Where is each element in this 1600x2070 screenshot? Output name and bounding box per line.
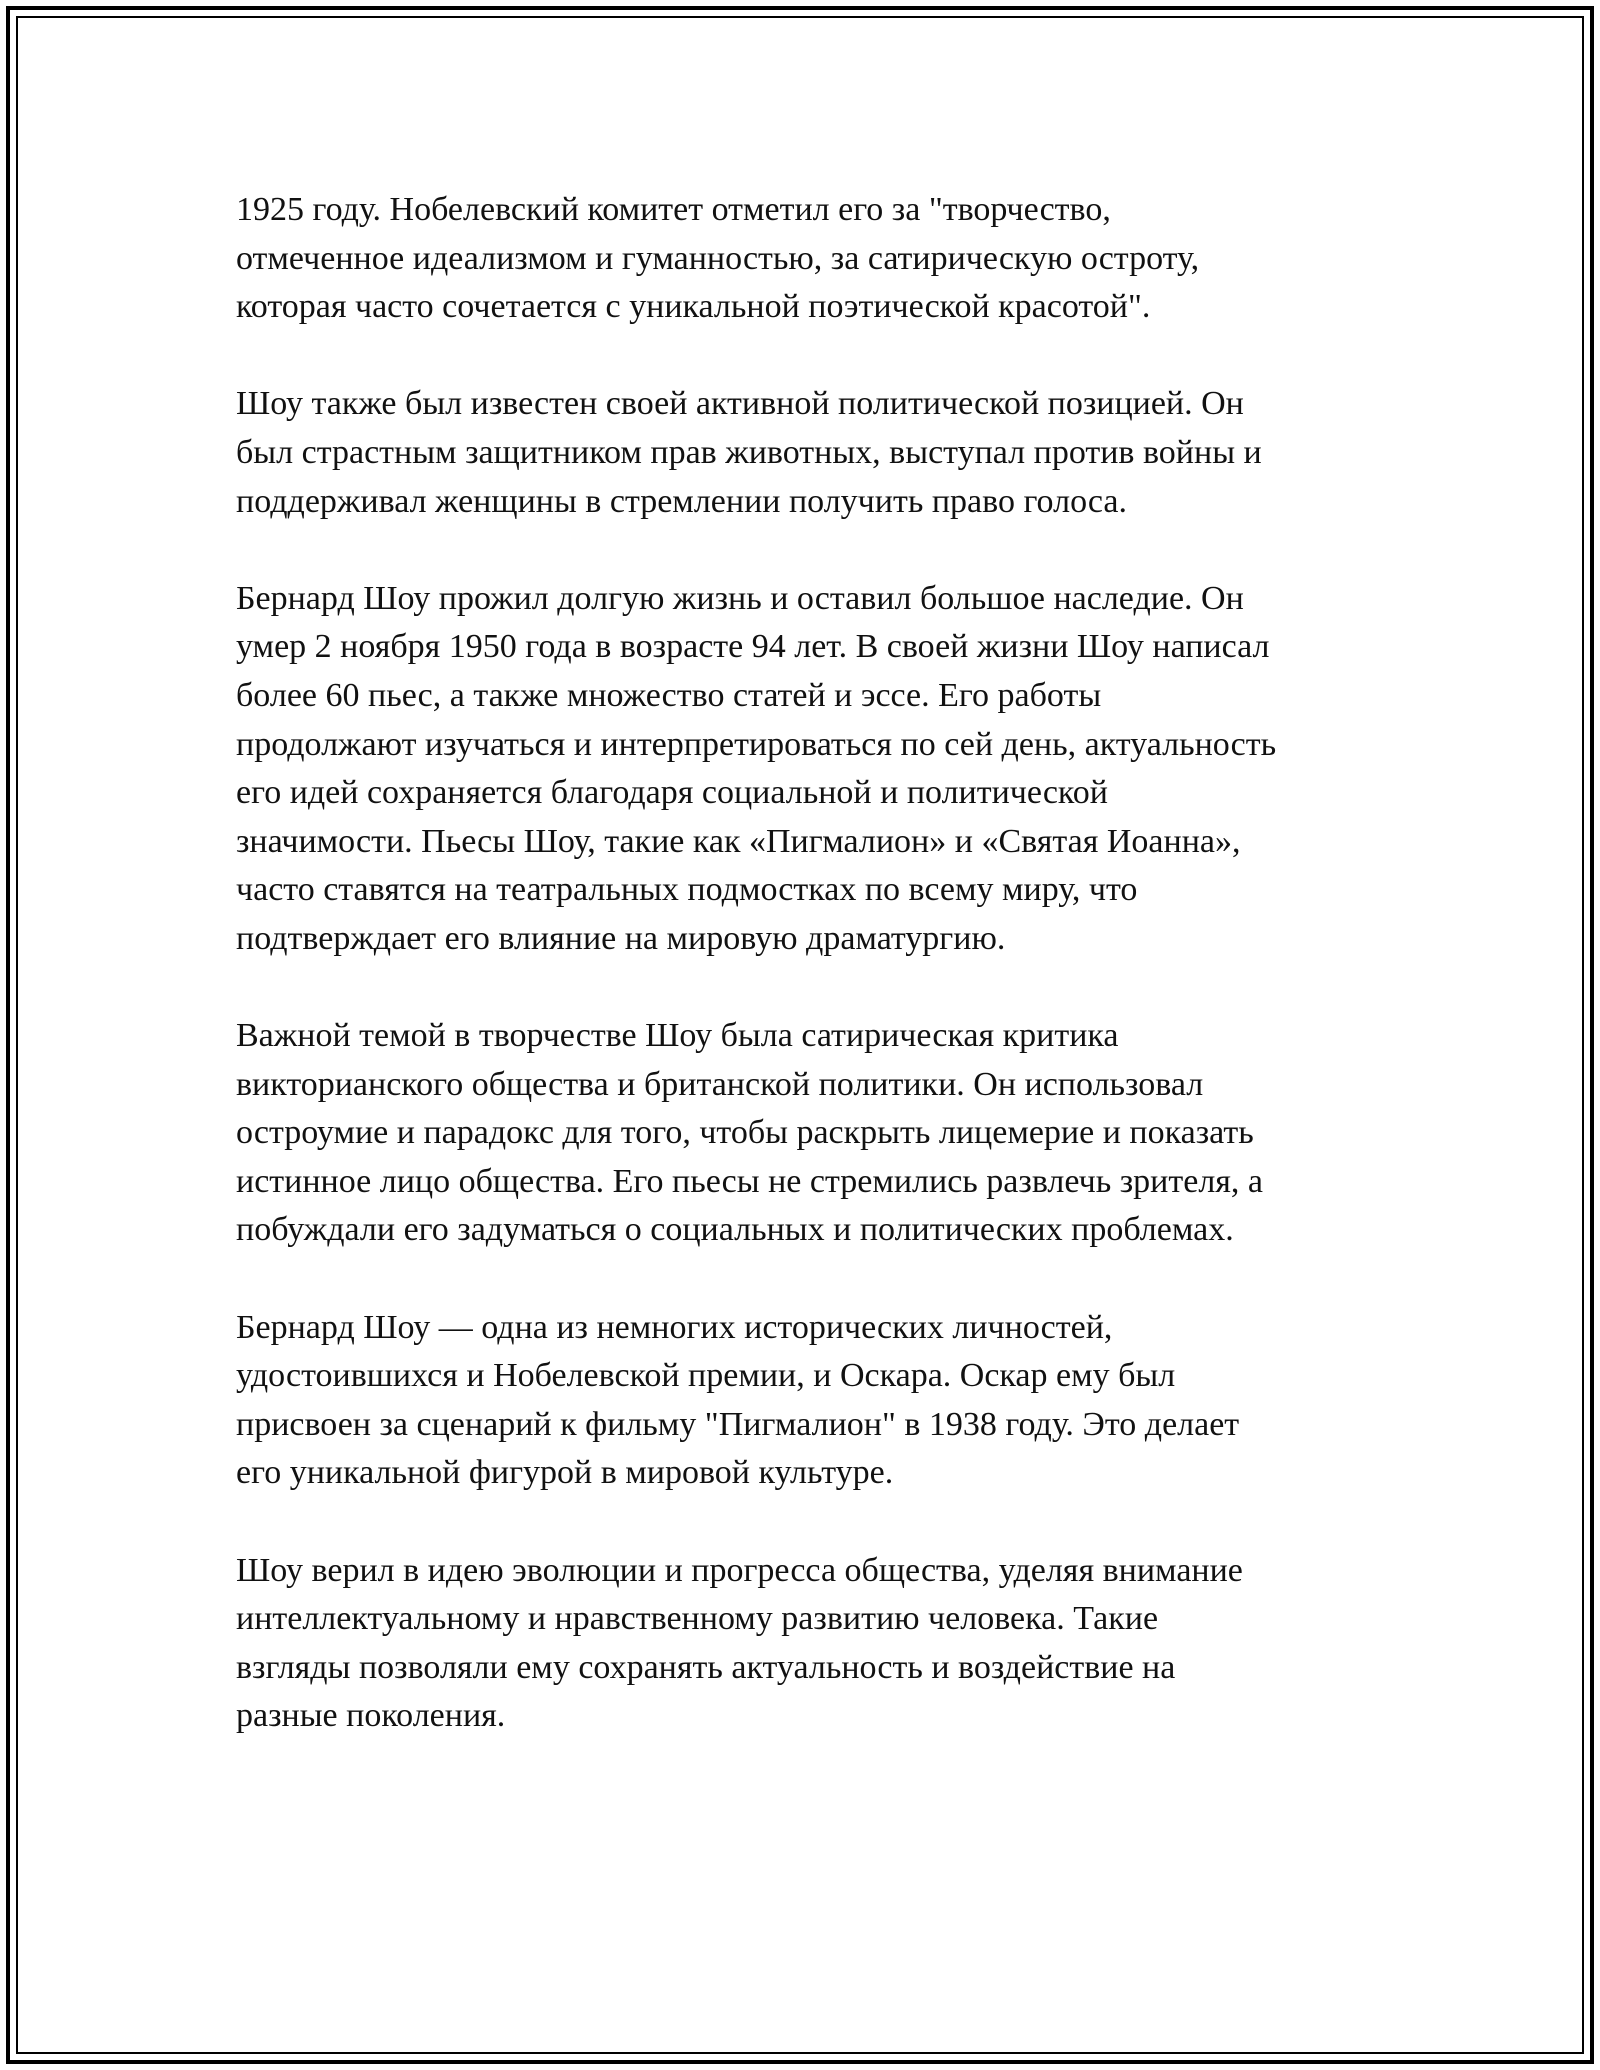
text-line: Шоу верил в идею эволюции и прогресса общества, уделяя внимание — [236, 1551, 1243, 1589]
document-body — [236, 186, 1376, 1790]
paragraph-satire — [236, 1012, 1376, 1255]
text-line: часто ставятся на театральных подмостках по всему миру, что — [236, 871, 1138, 909]
text-line: значимости. Пьесы Шоу, такие как «Пигмалион» и «Святая Иоанна», — [236, 822, 1241, 860]
paragraph-evolution — [236, 1547, 1376, 1741]
text-line: викторианского общества и британской политики. Он использовал — [236, 1065, 1204, 1103]
text-line: был страстным защитником прав животных, выступал против войны и — [236, 433, 1262, 471]
text-line: присвоен за сценарий к фильму "Пигмалион" в 1938 году. Это делает — [236, 1405, 1240, 1443]
paragraph-oscar — [236, 1304, 1376, 1498]
text-line: отмеченное идеализмом и гуманностью, за сатирическую остроту, — [236, 239, 1200, 277]
paragraph-legacy — [236, 575, 1376, 964]
text-line: поддерживал женщины в стремлении получить право голоса. — [236, 482, 1128, 520]
text-line: взгляды позволяли ему сохранять актуальность и воздействие на — [236, 1648, 1176, 1686]
text-line: 1925 году. Нобелевский комитет отметил его за "творчество, — [236, 191, 1111, 228]
text-line: Бернард Шоу — одна из немногих исторических личностей, — [236, 1308, 1113, 1346]
text-line: его идей сохраняется благодаря социальной и политической — [236, 774, 1108, 812]
text-line: его уникальной фигурой в мировой культуре. — [236, 1454, 894, 1492]
text-line: которая часто сочетается с уникальной поэтической красотой". — [236, 288, 1151, 326]
text-line: Шоу также был известен своей активной политической позицией. Он — [236, 385, 1244, 423]
paragraph-political-position — [236, 380, 1376, 526]
text-line: умер 2 ноября 1950 года в возрасте 94 лет. В своей жизни Шоу написал — [236, 628, 1270, 666]
text-line: Бернард Шоу прожил долгую жизнь и оставил большое наследие. Он — [236, 579, 1244, 617]
text-line: истинное лицо общества. Его пьесы не стремились развлечь зрителя, а — [236, 1162, 1264, 1200]
text-line: разные поколения. — [236, 1697, 506, 1735]
text-line: интеллектуальному и нравственному развитию человека. Такие — [236, 1600, 1159, 1638]
text-line: удостоившихся и Нобелевской премии, и Оскара. Оскар ему был — [236, 1357, 1176, 1395]
text-line: подтверждает его влияние на мировую драматургию. — [236, 919, 1006, 957]
text-line: остроумие и парадокс для того, чтобы раскрыть лицемерие и показать — [236, 1114, 1254, 1152]
text-line: побуждали его задуматься о социальных и политических проблемах. — [236, 1211, 1234, 1249]
paragraph-nobel-prize — [236, 186, 1376, 332]
text-line: более 60 пьес, а также множество статей и эссе. Его работы — [236, 676, 1102, 714]
text-line: Важной темой в творчестве Шоу была сатирическая критика — [236, 1017, 1119, 1055]
text-line: продолжают изучаться и интерпретироваться по сей день, актуальность — [236, 725, 1277, 763]
